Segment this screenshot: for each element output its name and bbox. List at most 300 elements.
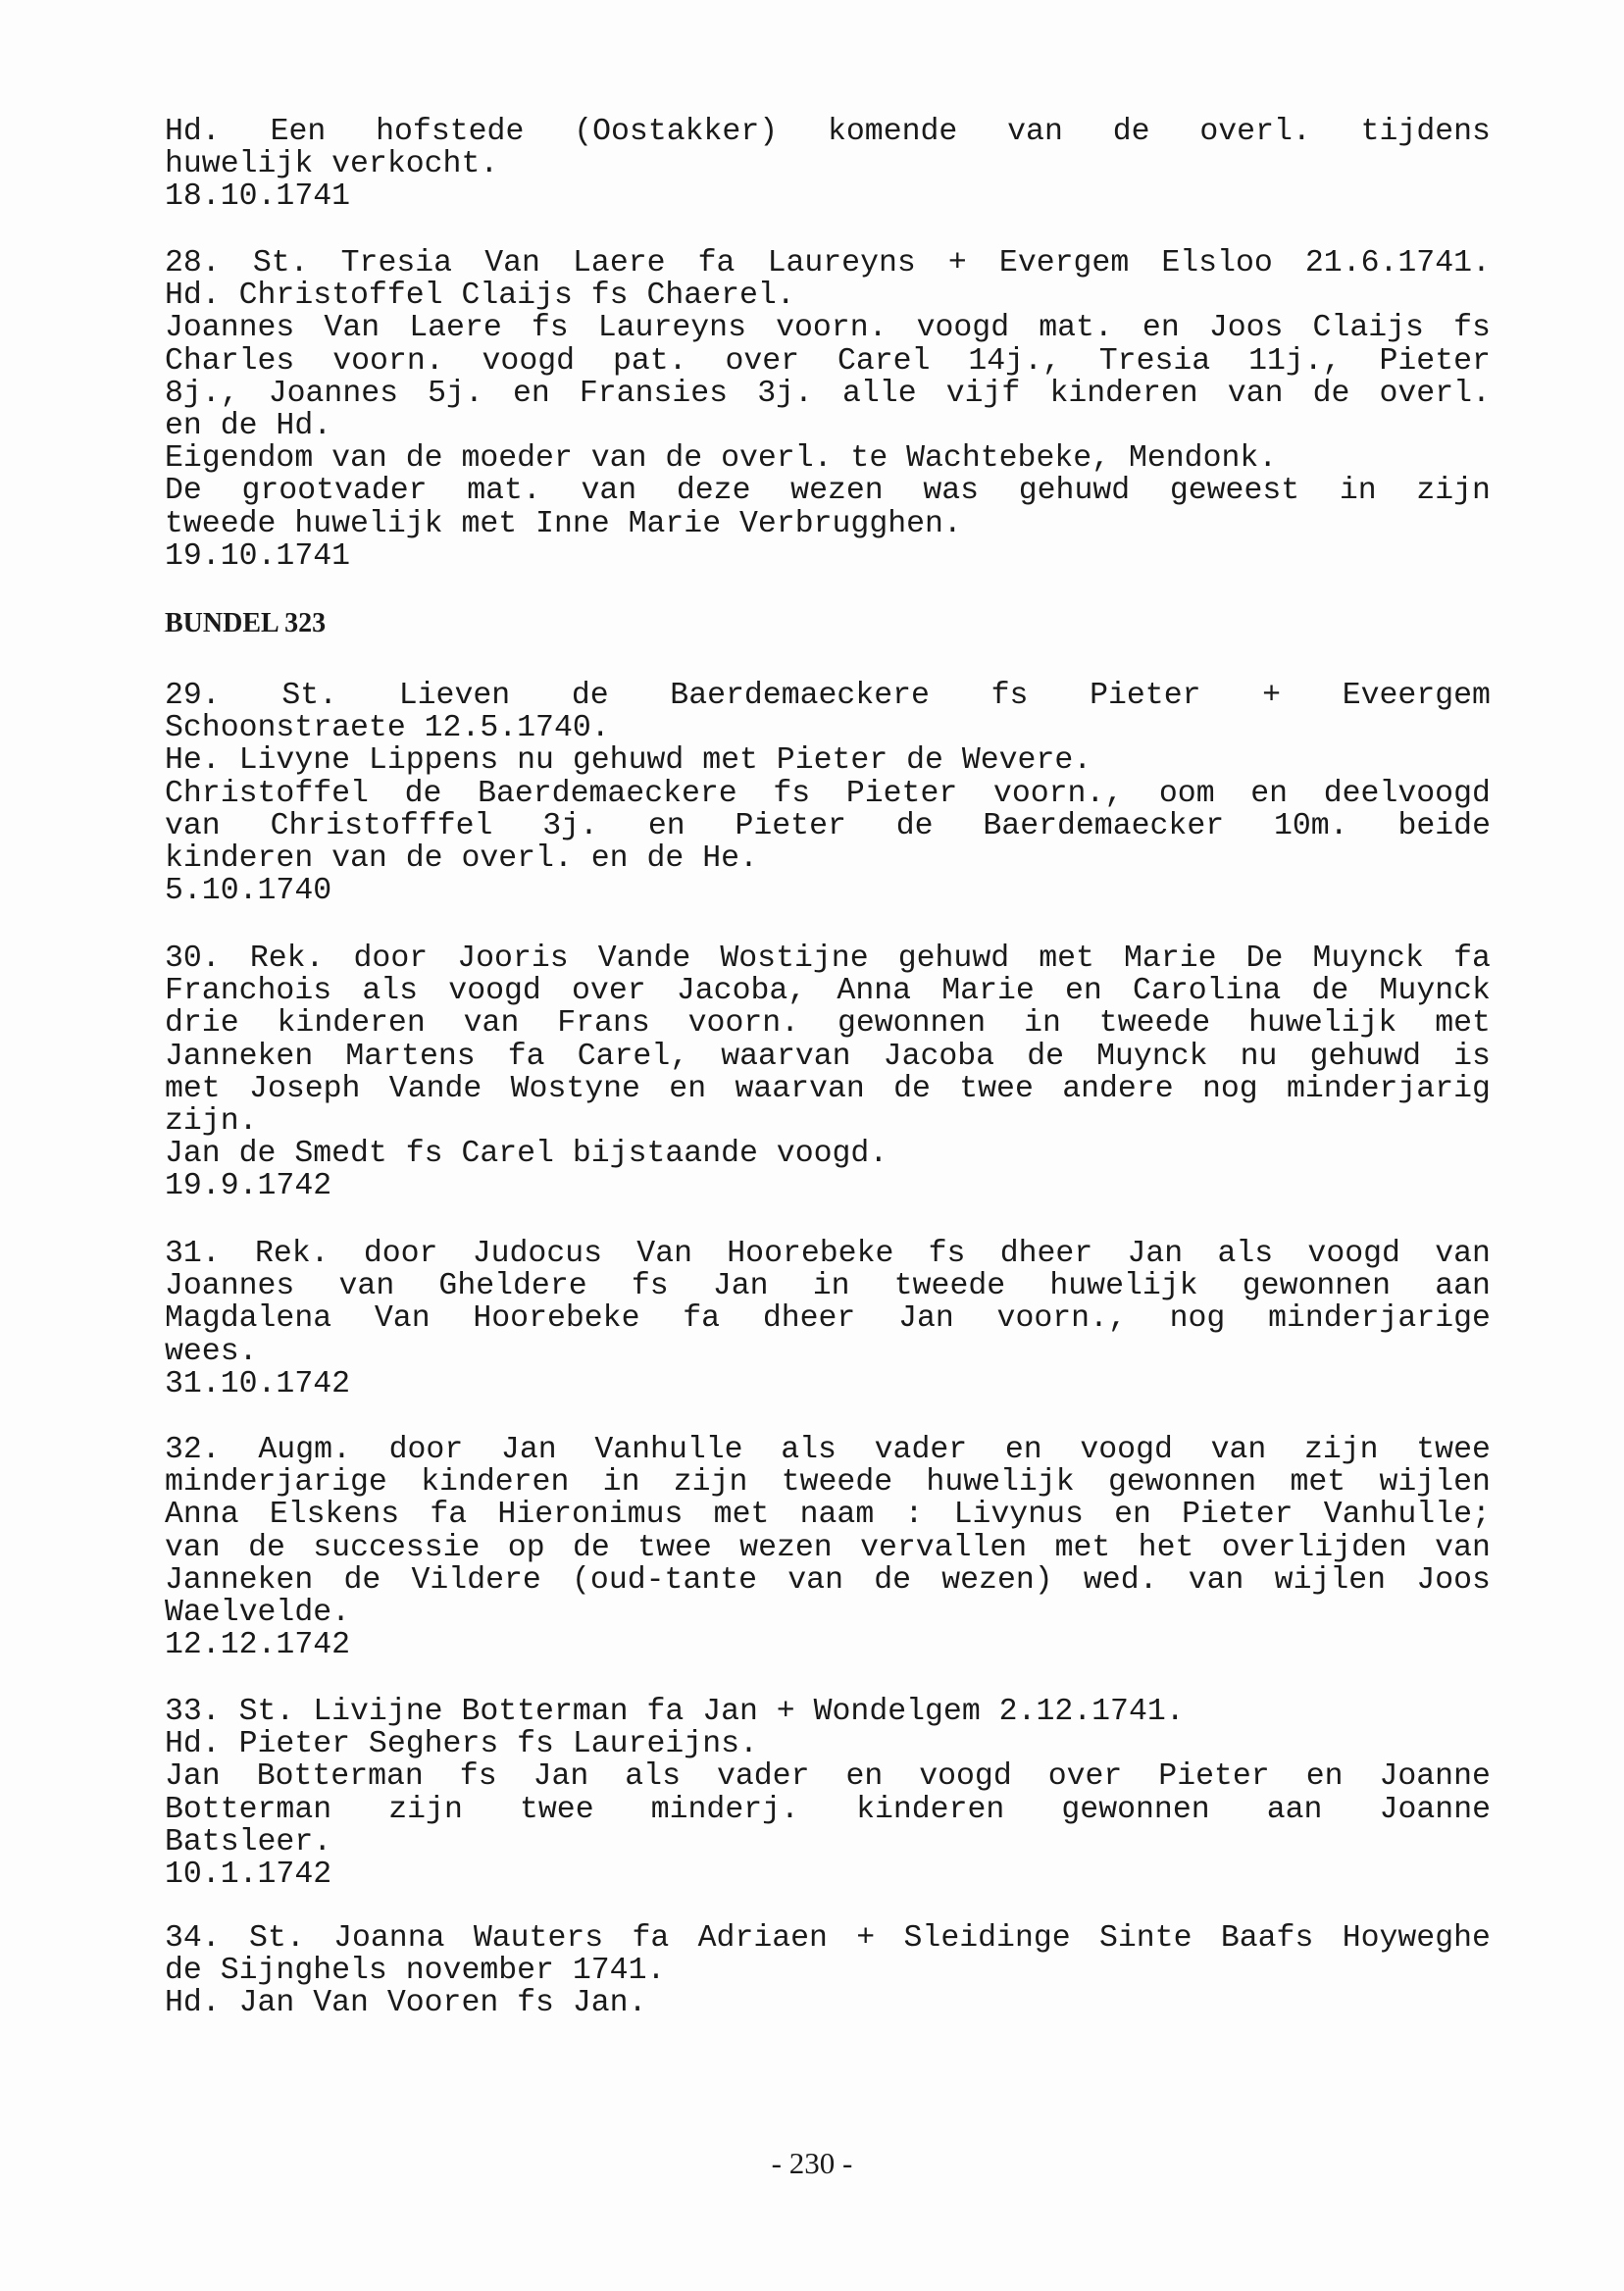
word: Laureyns xyxy=(767,246,916,280)
word: overlijden xyxy=(1221,1530,1407,1565)
word: Pieter xyxy=(1379,343,1491,379)
word: twee xyxy=(519,1792,594,1827)
word: St. xyxy=(249,1921,305,1956)
word: Eveergem xyxy=(1342,679,1491,713)
word: over xyxy=(1047,1759,1123,1795)
word: Janneken xyxy=(165,1562,314,1598)
word: 14j., xyxy=(968,343,1061,379)
word: fs xyxy=(773,776,811,811)
word: kinderen xyxy=(421,1465,570,1501)
word: Botterman xyxy=(256,1759,424,1795)
word: Pieter xyxy=(1090,679,1201,713)
word: van xyxy=(1007,115,1063,149)
text-line: 19.9.1742 xyxy=(165,1169,332,1204)
word: 3j. xyxy=(542,808,598,843)
word: fa xyxy=(632,1921,670,1956)
word: met xyxy=(713,1498,770,1533)
word: successie xyxy=(313,1530,481,1565)
word: kinderen xyxy=(277,1006,426,1042)
word: De xyxy=(165,474,202,509)
word: over xyxy=(572,974,646,1009)
word: overl. xyxy=(1199,115,1311,149)
word: minderjarig xyxy=(1286,1071,1491,1106)
text-line: Schoonstraete 12.5.1740. xyxy=(165,711,610,746)
word: Marie xyxy=(941,974,1035,1009)
word: door xyxy=(388,1433,464,1467)
text-line xyxy=(165,247,1491,280)
word: Hoorebeke xyxy=(473,1301,640,1337)
word: door xyxy=(363,1237,438,1271)
word: Joannes xyxy=(165,311,295,346)
word: en xyxy=(1305,1759,1344,1795)
word: 32. xyxy=(165,1433,221,1467)
word: 29. xyxy=(165,679,221,713)
word: wezen xyxy=(790,474,884,509)
word: gewonnen xyxy=(1242,1269,1392,1304)
word: oom xyxy=(1158,776,1215,811)
word: deze xyxy=(676,474,751,509)
word: de xyxy=(895,808,934,843)
word: met xyxy=(1039,942,1094,976)
word: van xyxy=(338,1269,395,1304)
word: als xyxy=(1217,1237,1274,1271)
word: Hieronimus xyxy=(497,1498,684,1533)
word: en xyxy=(1250,776,1289,811)
word: vijf xyxy=(945,376,1021,411)
word: het xyxy=(1138,1530,1194,1565)
word: van xyxy=(165,1530,221,1565)
word: tweede xyxy=(781,1465,893,1501)
text-line xyxy=(165,1922,1491,1955)
text-line: 12.12.1742 xyxy=(165,1628,351,1663)
word: Anna xyxy=(165,1498,239,1533)
word: Rek. xyxy=(249,942,325,976)
text-line xyxy=(165,1270,1491,1302)
word: vader xyxy=(716,1759,810,1795)
text-line xyxy=(165,1466,1491,1499)
word: kinderen xyxy=(1049,376,1198,411)
word: andere xyxy=(1062,1071,1174,1106)
word: als xyxy=(781,1433,837,1467)
text-line: Hd. Jan Van Vooren fs Jan. xyxy=(165,1986,647,2021)
word: Jacoba, xyxy=(676,974,807,1009)
word: Vanhulle; xyxy=(1323,1498,1491,1533)
entry-34 xyxy=(165,1922,1491,2020)
word: Vildere xyxy=(411,1562,541,1598)
text-line xyxy=(165,975,1491,1007)
word: Joos xyxy=(1416,1562,1491,1598)
word: van xyxy=(1435,1530,1491,1565)
word: zijn xyxy=(1303,1433,1379,1467)
text-line xyxy=(165,378,1491,410)
text-line xyxy=(165,1532,1491,1564)
word: fa xyxy=(683,1301,721,1337)
word: van xyxy=(463,1006,520,1042)
word: de xyxy=(1027,1039,1065,1074)
word: geweest xyxy=(1169,474,1300,509)
word: Lieven xyxy=(398,679,511,713)
word: huwelijk xyxy=(926,1465,1075,1501)
word: wed. xyxy=(1083,1562,1158,1598)
word: de xyxy=(874,1562,912,1598)
entry-32 xyxy=(165,1434,1491,1661)
word: fa xyxy=(507,1039,545,1074)
word: voogd xyxy=(448,974,541,1009)
word: van xyxy=(1188,1562,1244,1598)
word: huwelijk xyxy=(1248,1006,1397,1042)
word: Joos xyxy=(1208,311,1284,346)
text-line: en de Hd. xyxy=(165,408,332,443)
word: tweede xyxy=(1098,1006,1211,1042)
text-line: Hd. Pieter Seghers fs Laureijns. xyxy=(165,1727,758,1762)
word: de xyxy=(248,1530,285,1565)
entry-28 xyxy=(165,247,1491,573)
word: de xyxy=(1311,974,1349,1009)
word: met xyxy=(1290,1465,1346,1501)
word: als xyxy=(362,974,419,1009)
word: gehuwd xyxy=(897,942,1010,976)
text-line xyxy=(165,1007,1491,1040)
word: in xyxy=(602,1465,640,1501)
word: is xyxy=(1453,1039,1491,1074)
entry-30 xyxy=(165,942,1491,1203)
word: pat. xyxy=(612,343,687,379)
word: voorn. xyxy=(332,343,444,379)
entry-33 xyxy=(165,1696,1491,1891)
text-line: 10.1.1742 xyxy=(165,1857,332,1892)
word: voogd xyxy=(1307,1237,1400,1271)
word: Rek. xyxy=(254,1237,330,1271)
word: Joannes xyxy=(165,1269,295,1304)
word: Martens xyxy=(345,1039,476,1074)
word: wijlen xyxy=(1274,1562,1387,1598)
word: Elskens xyxy=(269,1498,400,1533)
word: alle xyxy=(842,376,917,411)
word: Sleidinge xyxy=(903,1921,1071,1956)
text-line: wees. xyxy=(165,1334,258,1369)
word: zijn xyxy=(1416,474,1491,509)
word: Magdalena xyxy=(165,1301,332,1337)
word: Carel xyxy=(837,343,931,379)
word: Jan xyxy=(898,1301,954,1337)
word: overl. xyxy=(1379,376,1491,411)
text-line xyxy=(165,1760,1491,1793)
word: gehuwd xyxy=(1018,474,1131,509)
word: in xyxy=(1339,474,1377,509)
word: van xyxy=(581,474,637,509)
word: + xyxy=(1262,679,1282,713)
word: Carolina xyxy=(1133,974,1282,1009)
word: Jacoba xyxy=(883,1039,995,1074)
text-line: 5.10.1740 xyxy=(165,874,332,909)
word: mat. xyxy=(1039,311,1113,346)
word: Joanne xyxy=(1379,1792,1491,1827)
word: minderjarige xyxy=(1268,1301,1491,1337)
word: Franchois xyxy=(165,974,332,1009)
word: komende xyxy=(827,115,958,149)
word: van xyxy=(1227,376,1284,411)
word: Christoffel xyxy=(165,776,369,811)
word: de xyxy=(404,776,442,811)
word: zijn xyxy=(673,1465,748,1501)
section-heading: BUNDEL 323 xyxy=(165,608,327,638)
word: voogd xyxy=(916,311,1010,346)
word: Livynus xyxy=(953,1498,1084,1533)
word: kinderen xyxy=(856,1792,1005,1827)
text-line xyxy=(165,1041,1491,1073)
word: (Oostakker) xyxy=(574,115,779,149)
word: van xyxy=(1210,1433,1267,1467)
word: mat. xyxy=(467,474,541,509)
word: Hd. xyxy=(165,115,221,149)
word: de xyxy=(572,1530,610,1565)
word: als xyxy=(625,1759,681,1795)
text-line: Jan de Smedt fs Carel bijstaande voogd. xyxy=(165,1137,888,1172)
text-line xyxy=(165,1302,1491,1335)
word: Evergem xyxy=(998,246,1130,280)
word: de xyxy=(343,1562,381,1598)
word: Vande xyxy=(597,942,691,976)
word: fs xyxy=(531,311,569,346)
text-line: Eigendom van de moeder van de overl. te Wachtebeke, Mendonk. xyxy=(165,441,1278,477)
word: nog xyxy=(1201,1071,1258,1106)
word: Joanne xyxy=(1379,1759,1491,1795)
entry-continuation xyxy=(165,116,1491,214)
word: door xyxy=(353,942,429,976)
word: en xyxy=(669,1071,707,1106)
word: Vande xyxy=(388,1071,482,1106)
word: Tresia xyxy=(1098,343,1211,379)
word: gewonnen xyxy=(1061,1792,1210,1827)
word: Marie xyxy=(1124,942,1217,976)
text-line xyxy=(165,778,1491,810)
word: deelvoogd xyxy=(1323,776,1491,811)
word: tijdens xyxy=(1360,115,1491,149)
word: van xyxy=(1435,1237,1491,1271)
word: St. xyxy=(281,679,338,713)
word: grootvader xyxy=(241,474,428,509)
word: 5j. xyxy=(428,376,483,411)
word: Jan xyxy=(1127,1237,1184,1271)
text-line: Batsleer. xyxy=(165,1824,332,1859)
word: Jooris xyxy=(457,942,569,976)
word: Jan xyxy=(533,1759,589,1795)
word: 31. xyxy=(165,1237,221,1271)
text-line: tweede huwelijk met Inne Marie Verbrugghen. xyxy=(165,506,962,541)
word: + xyxy=(947,246,967,280)
word: Charles xyxy=(165,343,295,379)
word: dheer xyxy=(999,1237,1093,1271)
word: twee xyxy=(959,1071,1034,1106)
word: Pieter xyxy=(845,776,958,811)
word: gehuwd xyxy=(1309,1039,1421,1074)
word: wijlen xyxy=(1379,1465,1491,1501)
word: St. xyxy=(252,246,309,280)
text-line: Waelvelde. xyxy=(165,1595,351,1630)
text-line xyxy=(165,345,1491,378)
word: 10m. xyxy=(1273,808,1348,843)
text-line: 18.10.1741 xyxy=(165,179,351,215)
word: zijn xyxy=(388,1792,463,1827)
word: fs xyxy=(631,1269,669,1304)
word: Joannes xyxy=(268,376,399,411)
word: Frans xyxy=(557,1006,650,1042)
word: de xyxy=(1112,115,1150,149)
word: (oud-tante xyxy=(572,1562,758,1598)
word: Claijs xyxy=(1312,311,1424,346)
word: 11j., xyxy=(1248,343,1342,379)
word: met xyxy=(1054,1530,1111,1565)
word: vader xyxy=(874,1433,968,1467)
word: Christofffel xyxy=(270,808,493,843)
text-line xyxy=(165,116,1491,148)
word: fs xyxy=(459,1759,497,1795)
text-line: Hd. Christoffel Claijs fs Chaerel. xyxy=(165,279,795,314)
word: fs xyxy=(1453,311,1491,346)
word: Janneken xyxy=(165,1039,314,1074)
word: Fransies xyxy=(579,376,729,411)
text-line: 33. St. Livijne Botterman fa Jan + Wondelgem 2.12.1741. xyxy=(165,1695,1185,1729)
word: en xyxy=(1004,1433,1042,1467)
text-line: He. Livyne Lippens nu gehuwd met Pieter de Wevere. xyxy=(165,743,1092,779)
word: Vanhulle xyxy=(594,1433,743,1467)
word: twee xyxy=(1416,1433,1491,1467)
word: fa xyxy=(1453,942,1491,976)
text-line xyxy=(165,810,1491,842)
word: Wostijne xyxy=(720,942,869,976)
word: Muynck xyxy=(1312,942,1424,976)
word: en xyxy=(512,376,550,411)
word: wezen) xyxy=(941,1562,1053,1598)
word: 28. xyxy=(165,246,221,280)
word: en xyxy=(845,1759,884,1795)
word: Adriaen xyxy=(697,1921,828,1956)
word: huwelijk xyxy=(1049,1269,1198,1304)
word: fa xyxy=(697,246,736,280)
word: Pieter xyxy=(735,808,846,843)
text-line xyxy=(165,942,1491,975)
word: Sinte xyxy=(1099,1921,1193,1956)
word: fa xyxy=(430,1498,468,1533)
word: Laere xyxy=(573,246,666,280)
word: Augm. xyxy=(258,1433,351,1467)
text-line xyxy=(165,475,1491,507)
entry-29 xyxy=(165,680,1491,907)
word: en xyxy=(1114,1498,1151,1533)
word: op xyxy=(507,1530,545,1565)
word: : xyxy=(904,1498,924,1533)
word: de xyxy=(571,679,609,713)
word: voorn. xyxy=(776,311,888,346)
word: voogd xyxy=(1080,1433,1173,1467)
word: Tresia xyxy=(340,246,453,280)
word: Wostyne xyxy=(510,1071,640,1106)
text-line xyxy=(165,1238,1491,1270)
word: voogd xyxy=(482,343,576,379)
word: met xyxy=(1435,1006,1491,1042)
word: van xyxy=(165,808,221,843)
text-line: zijn. xyxy=(165,1103,258,1139)
text-line xyxy=(165,1499,1491,1531)
word: 34. xyxy=(165,1921,221,1956)
word: Jan xyxy=(712,1269,769,1304)
word: Jan xyxy=(500,1433,557,1467)
word: minderjarige xyxy=(165,1465,387,1501)
word: hofstede xyxy=(376,115,525,149)
text-line: 31.10.1742 xyxy=(165,1366,351,1401)
word: Baafs xyxy=(1220,1921,1314,1956)
word: voorn., xyxy=(992,776,1124,811)
word: de xyxy=(893,1071,931,1106)
word: 30. xyxy=(165,942,221,976)
word: Baerdemaeckere xyxy=(670,679,930,713)
word: Hoorebeke xyxy=(727,1237,894,1271)
text-line xyxy=(165,1073,1491,1105)
word: fs xyxy=(928,1237,966,1271)
word: Baerdemaeckere xyxy=(478,776,737,811)
word: Carel, xyxy=(577,1039,689,1074)
word: Baerdemaecker xyxy=(983,808,1225,843)
word: nog xyxy=(1169,1301,1226,1337)
word: voorn., xyxy=(996,1301,1127,1337)
text-line xyxy=(165,1564,1491,1597)
word: en xyxy=(1065,974,1102,1009)
text-line: 19.10.1741 xyxy=(165,538,351,574)
word: waarvan xyxy=(721,1039,851,1074)
text-line: de Sijnghels november 1741. xyxy=(165,1954,666,1989)
word: aan xyxy=(1435,1269,1491,1304)
word: over xyxy=(725,343,800,379)
word: drie xyxy=(165,1006,239,1042)
text-line xyxy=(165,312,1491,344)
word: twee xyxy=(637,1530,712,1565)
word: in xyxy=(1024,1006,1061,1042)
word: minderj. xyxy=(650,1792,799,1827)
word: en xyxy=(1142,311,1180,346)
text-line xyxy=(165,1794,1491,1826)
word: aan xyxy=(1266,1792,1323,1827)
word: de xyxy=(1312,376,1350,411)
word: Gheldere xyxy=(438,1269,587,1304)
word: Pieter xyxy=(1182,1498,1294,1533)
word: De xyxy=(1245,942,1284,976)
word: 8j., xyxy=(165,376,239,411)
word: Muynck xyxy=(1096,1039,1208,1074)
word: dheer xyxy=(762,1301,856,1337)
word: gewonnen xyxy=(1107,1465,1257,1501)
text-line: kinderen van de overl. en de He. xyxy=(165,840,758,876)
word: Van xyxy=(374,1301,431,1337)
word: Anna xyxy=(837,974,912,1009)
word: fs xyxy=(990,679,1029,713)
word: 3j. xyxy=(757,376,813,411)
word: Een xyxy=(270,115,327,149)
word: was xyxy=(923,474,980,509)
word: waarvan xyxy=(735,1071,865,1106)
word: Laere xyxy=(409,311,502,346)
word: Wauters xyxy=(473,1921,604,1956)
text-line xyxy=(165,1434,1491,1466)
word: Judocus xyxy=(472,1237,603,1271)
word: voogd xyxy=(919,1759,1012,1795)
word: Joanna xyxy=(333,1921,445,1956)
word: Hoyweghe xyxy=(1342,1921,1491,1956)
word: Van xyxy=(484,246,540,280)
entry-31 xyxy=(165,1238,1491,1400)
word: gewonnen xyxy=(837,1006,987,1042)
word: Muynck xyxy=(1379,974,1491,1009)
word: wezen xyxy=(739,1530,833,1565)
